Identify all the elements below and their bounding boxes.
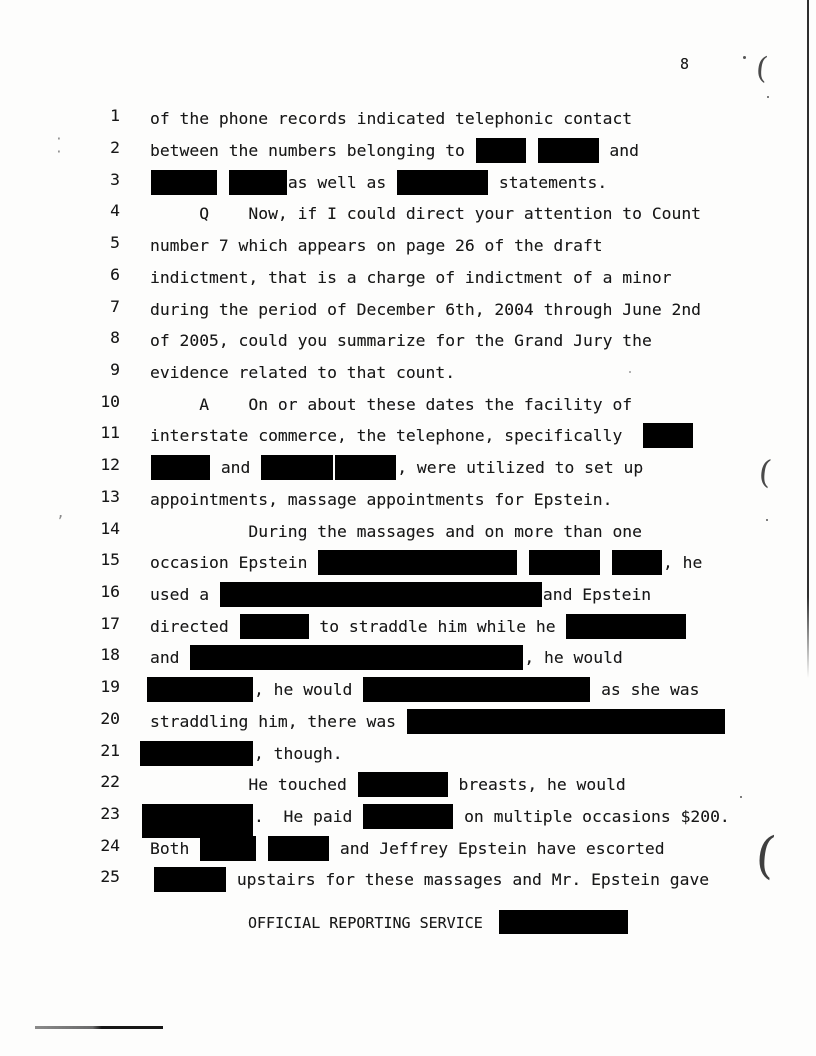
redaction [190,645,523,670]
scan-dot [766,519,768,521]
transcript-line [0,772,816,804]
line-text: occasion Epstein , he [150,550,702,575]
redaction [612,550,662,575]
line-number: 19 [100,677,120,697]
footer-redaction [499,910,628,934]
margin-scribble-1: · · [55,132,63,160]
transcript-line [0,392,816,424]
redaction [151,170,217,195]
redaction [261,455,333,480]
line-text: as well as statements. [150,170,607,195]
scan-dot [743,56,746,59]
line-number: 3 [110,169,120,189]
line-number: 12 [100,455,120,475]
line-text: interstate commerce, the telephone, specifically [150,423,694,448]
line-number: 25 [100,867,120,887]
redaction [643,423,693,448]
line-text: and , were utilized to set up [150,455,643,480]
margin-scribble-2: ’ [56,514,65,530]
line-number: 24 [100,835,120,855]
redaction [318,550,517,575]
transcript-line [0,487,816,519]
line-text: of the phone records indicated telephonic contact [150,109,633,129]
line-number: 9 [110,359,120,379]
line-number: 14 [100,518,120,538]
redaction [529,550,600,575]
transcript-line [0,582,816,614]
transcript-line [0,867,816,899]
line-text: and , he would [150,645,623,670]
line-number: 10 [100,391,120,411]
redaction [240,614,309,639]
line-text: , though. [139,741,343,766]
scan-dot [767,96,769,98]
redaction [566,614,686,639]
line-number: 5 [110,233,120,253]
line-text: used a and Epstein [150,582,651,607]
scan-dot [740,796,742,798]
redaction [220,582,542,607]
line-text: between the numbers belonging to and [150,138,639,163]
transcript-line [0,519,816,551]
line-number: 20 [100,708,120,728]
line-number: 23 [100,804,120,824]
line-number: 2 [110,137,120,157]
transcript-line [0,452,816,492]
transcript-line [0,741,816,773]
paren-mark-top: ( [754,50,770,87]
line-text: Both and Jeffrey Epstein have escorted [150,836,665,861]
transcript-line [0,360,816,392]
line-number: 7 [110,296,120,316]
transcript-line [0,233,816,265]
line-text: During the massages and on more than one [150,521,642,541]
redaction [154,867,226,892]
line-text: , he would as she was [146,677,700,702]
line-text: number 7 which appears on page 26 of the draft [150,236,603,256]
transcript-line [0,328,816,360]
line-number: 17 [100,613,120,633]
redaction [268,836,329,861]
line-text: of 2005, could you summarize for the Grand Jury the [150,331,652,351]
redaction [335,455,396,480]
transcript-line [0,106,816,138]
line-text: . He paid on multiple occasions $200. [141,804,730,838]
line-text: during the period of December 6th, 2004 through June 2nd [150,299,702,319]
redaction [358,772,448,797]
line-number: 4 [110,201,120,221]
line-text: evidence related to that count. [150,362,456,382]
line-number: 6 [110,264,120,284]
transcript-line [0,709,816,741]
redaction [407,709,725,734]
line-text: Q Now, if I could direct your attention to Count [150,204,702,224]
redaction [538,138,599,163]
paren-mark-middle: ( [757,452,774,492]
footer-label: OFFICIAL REPORTING SERVICE [248,914,483,932]
line-number: 13 [100,486,120,506]
line-number: 8 [110,328,120,348]
transcript-line [0,138,816,170]
redaction [147,677,253,702]
line-text: straddling him, there was [150,709,726,734]
transcript-line [0,265,816,297]
bottom-rule [35,1026,163,1029]
line-number: 21 [100,740,120,760]
redaction [363,677,590,702]
line-number: 22 [100,772,120,792]
line-text: indictment, that is a charge of indictment of a minor [150,267,672,287]
redaction [397,170,488,195]
transcript-line [0,614,816,646]
line-number: 18 [100,645,120,665]
line-text: appointments, massage appointments for Epstein. [150,489,613,509]
footer [248,910,629,934]
redaction [476,138,526,163]
transcript-line [0,297,816,329]
line-number: 16 [100,582,120,601]
transcript-line [0,201,816,233]
line-text: He touched breasts, he would [150,772,626,797]
scan-vertical-line [807,0,809,678]
redaction [151,455,210,480]
line-text: A On or about these dates the facility of [150,394,633,414]
scan-dot [629,371,631,373]
redaction [363,804,453,829]
redaction [200,836,256,861]
line-text: upstairs for these massages and Mr. Epstein gave [153,867,709,892]
transcript-line [0,423,816,455]
redaction [142,804,253,838]
paren-mark-bottom: ( [753,825,779,885]
line-number: 11 [100,423,120,443]
transcript-line [0,836,816,868]
transcript-line [0,645,816,677]
redaction [140,741,253,766]
line-number: 1 [110,106,120,126]
line-number: 15 [100,550,120,570]
transcript-line [0,804,816,836]
transcript-line [0,170,816,202]
transcript-line [0,677,816,709]
redaction [229,170,287,195]
line-text: directed to straddle him while he [150,614,687,639]
transcript-line [0,550,816,582]
page-number: 8 [680,55,690,73]
